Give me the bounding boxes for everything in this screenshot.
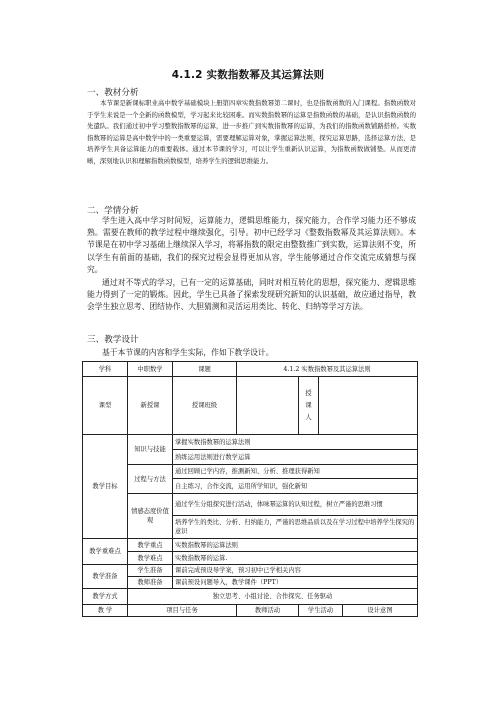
topic-value: 4.1.2 实数指数幂及其运算法则 <box>237 362 418 377</box>
table-row <box>83 577 418 589</box>
class-value <box>237 377 299 435</box>
teacher-label: 授 课 人 <box>299 377 319 435</box>
knowledge-item: 熟练运用法则进行数学运算 <box>173 450 418 465</box>
method-value: 独立思考、小组讨论、合作探究、任务驱动 <box>128 589 418 605</box>
emotion-item: 通过学生分组探究进行活动，体味幂运算的认知过程，树立严谨的思维习惯 <box>173 494 418 516</box>
lesson-plan-table <box>82 361 418 617</box>
section-heading-students: 二、学情分析 <box>87 206 139 216</box>
prep-label: 教学准备 <box>83 565 128 589</box>
table-row <box>83 539 418 552</box>
focus-value: 实数指数幂的运算法则 <box>173 539 418 552</box>
table-row <box>83 565 418 577</box>
process-label: 过程与方法 <box>128 465 173 494</box>
teacher-value <box>319 377 418 435</box>
footer-teach: 教 学 <box>83 605 128 617</box>
table-row <box>83 589 418 605</box>
table-row <box>83 494 418 516</box>
footer-student-activity: 学生活动 <box>299 605 343 617</box>
topic-label: 课题 <box>173 362 237 377</box>
table-row <box>83 377 418 435</box>
section-heading-design: 三、教学设计 <box>87 335 139 345</box>
type-value: 新授课 <box>128 377 173 435</box>
paragraph-student-analysis: 学生进入高中学习时间短，运算能力，逻辑思维能力，探究能力，合作学习能力还不够成熟。需要在教师的教学过程中继续强化，引导。初中已经学习《整数指数幂及其运算法则》。本节课是在初中学习基础上继续深入学习，将幂指数的限定由整数推广到实数，运算法则不变，所以学生有前面的基础，我们的探究过程会显得更加从容，学生能够通过合作交流完成猜想与探究。 <box>87 216 416 274</box>
table-row <box>83 465 418 479</box>
design-intro: 基于本节课的内容和学生实际，作如下教学设计。 <box>102 348 274 357</box>
student-prep-label: 学生准备 <box>128 565 173 577</box>
process-item: 自主练习，合作交流，运用所学知识，强化新知 <box>173 479 418 494</box>
type-label: 课型 <box>83 377 128 435</box>
subject-label: 学科 <box>83 362 128 377</box>
section-heading-textbook: 一、教材分析 <box>87 88 139 98</box>
footer-tasks: 项目与任务 <box>128 605 237 617</box>
table-row <box>83 362 418 377</box>
table-row <box>83 605 418 617</box>
knowledge-item: 掌握实数指数幂的运算法则 <box>173 435 418 450</box>
emotion-item: 培养学生的类比、分析、归纳能力，严谨的思维品质以及在学习过程中培养学生探究的意识 <box>173 516 418 539</box>
emotion-label: 情感态度价值观 <box>128 494 173 539</box>
student-prep-value: 课前完成预设导学案，预习初中已学相关内容 <box>173 565 418 577</box>
table-row <box>83 435 418 450</box>
method-label: 教学方式 <box>83 589 128 605</box>
teacher-prep-label: 教师准备 <box>128 577 173 589</box>
footer-design-intent: 设计意图 <box>343 605 418 617</box>
table-row <box>83 552 418 565</box>
focus-label: 教学重点 <box>128 539 173 552</box>
footer-teacher-activity: 教师活动 <box>237 605 299 617</box>
teacher-prep-value: 课前预设问题导入，教学课件（PPT） <box>173 577 418 589</box>
page-title: 4.1.2 实数指数幂及其运算法则 <box>171 69 325 81</box>
subject-value: 中职数学 <box>128 362 173 377</box>
knowledge-label: 知识与技能 <box>128 435 173 465</box>
difficulty-label: 教学难点 <box>128 552 173 565</box>
goal-label: 教学目标 <box>83 435 128 539</box>
key-label: 教学重难点 <box>83 539 128 565</box>
difficulty-value: 实数指数幂的运算. <box>173 552 418 565</box>
class-label: 授课班级 <box>173 377 237 435</box>
paragraph-student-basis: 通过对不等式的学习，已有一定的运算基础，同时对相互转化的思想，探究能力、逻辑思维能力得到了一定的锻炼。因此，学生已具备了探索发现研究新知的认识基础，故应通过指导，教会学生独立思考、团结协作、大胆猜测和灵活运用类比、转化、归纳等学习方法。 <box>87 278 416 312</box>
process-item: 通过回顾已学内容，推测新知、分析、推理获得新知 <box>173 465 418 479</box>
paragraph-textbook-analysis: 本节课是新课标职业高中数学基础模块上册第四章实数指数幂第二课时，也是指数函数的入门课程。指数函数对于学生来说是一个全新的函数模型，学习起来比较困难。而实数指数幂的运算是指数函数的基础，是认识指数函数的先遣队。我们通过初中学习整数指数幂的运算，进一步推广到实数指数幂的运算，为我们的指数函数铺路搭桥。实数指数幂的运算是高中数学中的一类重要运算，需要理解运算对象，掌握运算法则，探究运算思路，选择运算方法，是培养学生具备运算能力的重要载体。通过本节课的学习，可以让学生重新认识运算，为指数函数做铺垫。从而更清晰，深刻地认识和理解指数函数模型，培养学生的逻辑思维能力。 <box>87 99 416 165</box>
